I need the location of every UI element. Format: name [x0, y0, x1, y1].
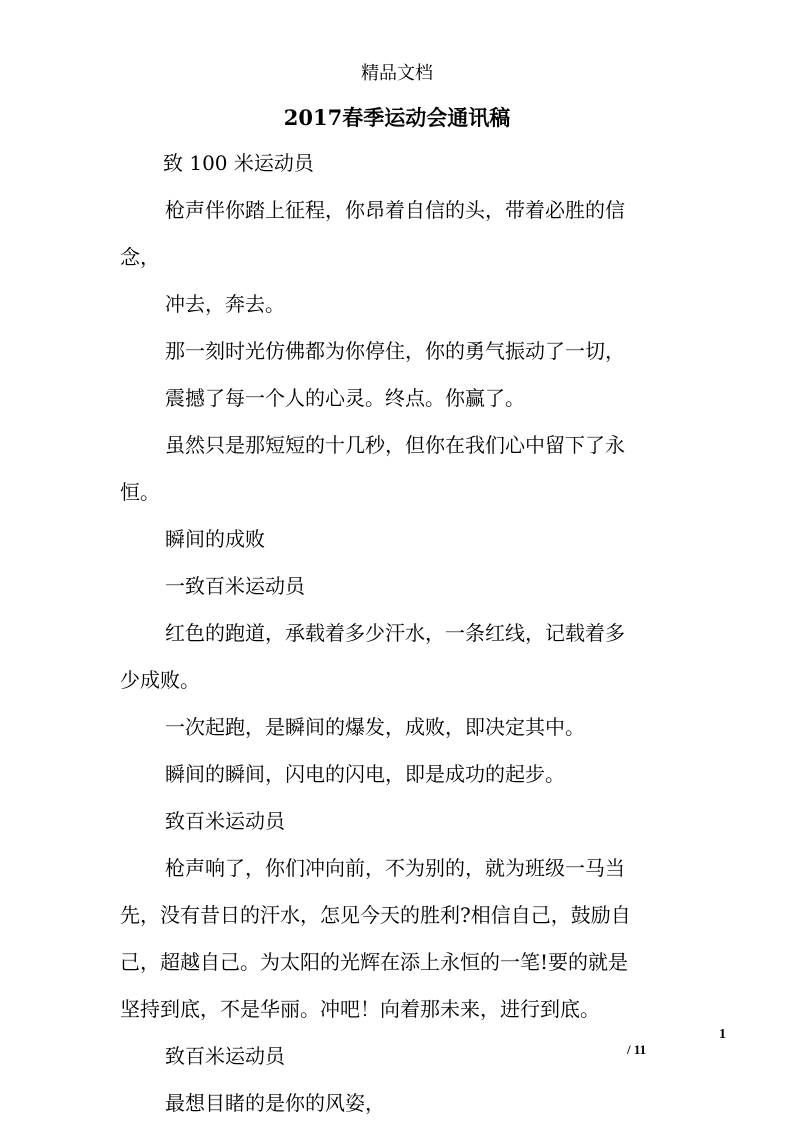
document-header: 精品文档 [361, 63, 433, 84]
body-line: 坚持到底，不是华丽。冲吧！向着那未来，进行到底。 [120, 997, 600, 1021]
body-line: 瞬间的瞬间，闪电的闪电，即是成功的起步。 [165, 762, 565, 786]
document-body [120, 140, 680, 1127]
body-line: 瞬间的成败 [165, 527, 265, 551]
body-line: 少成败。 [120, 668, 200, 692]
body-line: 震撼了每一个人的心灵。终点。你赢了。 [165, 386, 525, 410]
body-line: 一次起跑，是瞬间的爆发，成败，即决定其中。 [165, 715, 585, 739]
body-line: 枪声伴你踏上征程，你昂着自信的头，带着必胜的信 [165, 198, 625, 222]
body-line: 红色的跑道，承载着多少汗水，一条红线，记载着多 [165, 621, 625, 645]
document-title: 2017春季运动会通讯稿 [283, 105, 511, 130]
body-line: 恒。 [120, 480, 160, 504]
body-line: 念， [120, 245, 160, 269]
body-line: 一致百米运动员 [165, 574, 305, 598]
body-line: 致百米运动员 [165, 1044, 285, 1068]
body-line: 那一刻时光仿佛都为你停住，你的勇气振动了一切， [165, 339, 625, 363]
body-line: 枪声响了，你们冲向前，不为别的，就为班级一马当 [165, 856, 625, 880]
page-total: / 11 [627, 1042, 647, 1057]
page-number: 1 [719, 1027, 726, 1042]
body-line: 致百米运动员 [165, 809, 285, 833]
body-line: 冲去，奔去。 [165, 292, 285, 316]
body-line: 虽然只是那短短的十几秒，但你在我们心中留下了永 [165, 433, 625, 457]
body-line: 先，没有昔日的汗水，怎见今天的胜利?相信自己，鼓励自 [120, 903, 631, 927]
body-line: 最想目睹的是你的风姿， [165, 1091, 385, 1115]
body-line: 己，超越自己。为太阳的光辉在添上永恒的一笔!要的就是 [120, 950, 629, 974]
body-line: 致 100 米运动员 [163, 151, 314, 175]
